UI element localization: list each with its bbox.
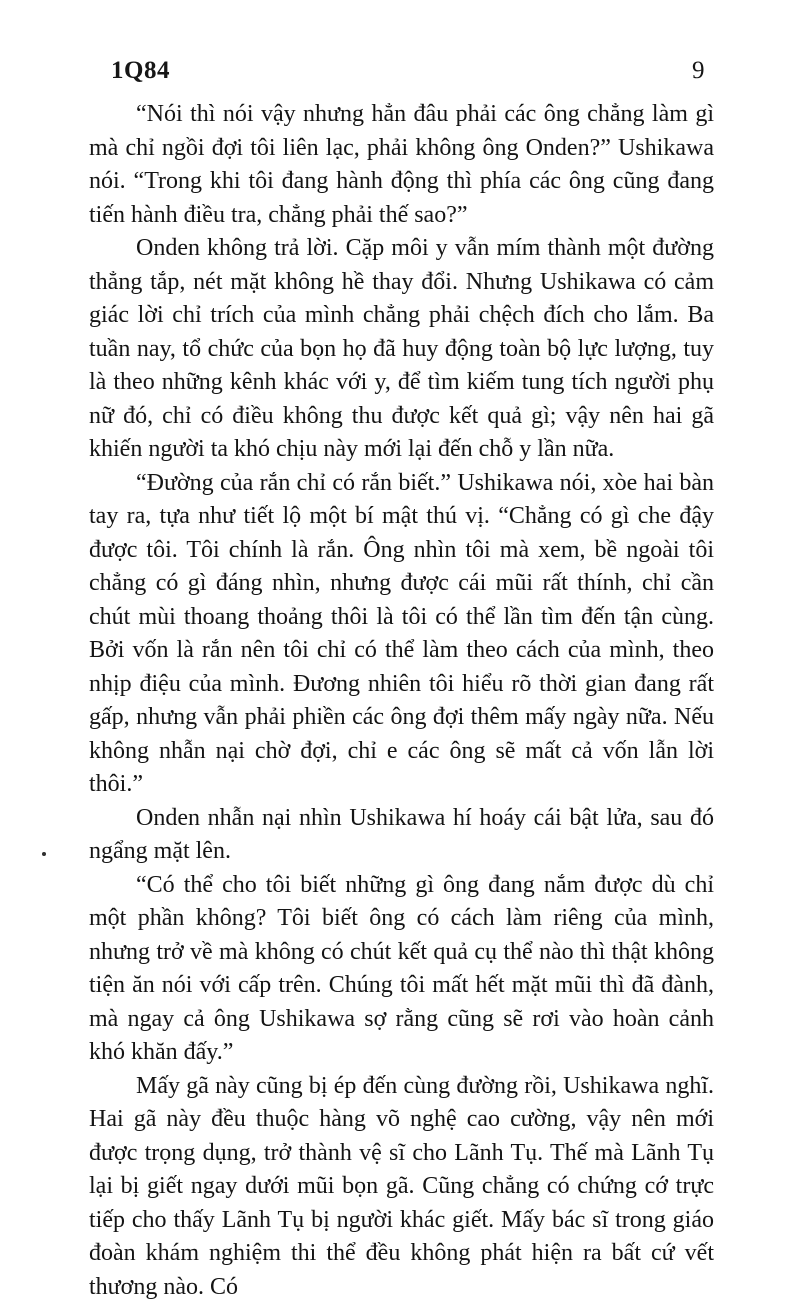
- paragraph-dialogue-ushikawa-1: “Nói thì nói vậy nhưng hẳn đâu phải các ông chẳng làm gì mà chỉ ngồi đợi tôi liên lạc, phải không ông Onden?” Ushikawa nói. “Trong khi tôi đang hành động thì phía các ông cũng đang tiến hành điều tra, chẳng phải thế sao?”: [89, 98, 714, 232]
- paragraph-dialogue-snake: “Đường của rắn chỉ có rắn biết.” Ushikawa nói, xòe hai bàn tay ra, tựa như tiết lộ một bí mật thú vị. “Chẳng có gì che đậy được tôi. Tôi chính là rắn. Ông nhìn tôi mà xem, bề ngoài tôi chẳng có gì đáng nhìn, nhưng được cái mũi rất thính, chỉ cần chút mùi thoang thoảng thôi là tôi có thể lần tìm đến tận cùng. Bởi vốn là rắn nên tôi chỉ có thể làm theo cách của mình, theo nhịp điệu của mình. Đương nhiên tôi hiểu rõ thời gian đang rất gấp, nhưng vẫn phải phiền các ông đợi thêm mấy ngày nữa. Nếu không nhẫn nại chờ đợi, chỉ e các ông sẽ mất cả vốn lẫn lời thôi.”: [89, 467, 714, 802]
- paragraph-ushikawa-thoughts: Mấy gã này cũng bị ép đến cùng đường rồi, Ushikawa nghĩ. Hai gã này đều thuộc hàng võ nghệ cao cường, vậy nên mới được trọng dụng, trở thành vệ sĩ cho Lãnh Tụ. Thế mà Lãnh Tụ lại bị giết ngay dưới mũi bọn gã. Cũng chẳng có chứng cớ trực tiếp cho thấy Lãnh Tụ bị người khác giết. Mấy bác sĩ trong giáo đoàn khám nghiệm thi thể đều không phát hiện ra bất cứ vết thương nào. Có: [89, 1070, 714, 1304]
- margin-speck: [42, 852, 46, 856]
- paragraph-onden-silent: Onden không trả lời. Cặp môi y vẫn mím thành một đường thẳng tắp, nét mặt không hề thay đổi. Nhưng Ushikawa có cảm giác lời chỉ trích của mình chẳng phải chệch đích cho lắm. Ba tuần nay, tổ chức của bọn họ đã huy động toàn bộ lực lượng, tuy là theo những kênh khác với y, để tìm kiếm tung tích người phụ nữ đó, chỉ có điều không thu được kết quả gì; vậy nên hai gã khiến người ta khó chịu này mới lại đến chỗ y lần nữa.: [89, 232, 714, 467]
- body-text: [89, 98, 714, 1304]
- paragraph-dialogue-onden-request: “Có thể cho tôi biết những gì ông đang nắm được dù chỉ một phần không? Tôi biết ông có cách làm riêng của mình, nhưng trở về mà không có chút kết quả cụ thể nào thì thật không tiện ăn nói với cấp trên. Chúng tôi mất hết mặt mũi thì đã đành, mà ngay cả ông Ushikawa sợ rằng cũng sẽ rơi vào hoàn cảnh khó khăn đấy.”: [89, 869, 714, 1070]
- running-title: 1Q84: [111, 57, 170, 85]
- paragraph-onden-lighter: Onden nhẫn nại nhìn Ushikawa hí hoáy cái bật lửa, sau đó ngẩng mặt lên.: [89, 802, 714, 869]
- page-number: 9: [692, 57, 705, 85]
